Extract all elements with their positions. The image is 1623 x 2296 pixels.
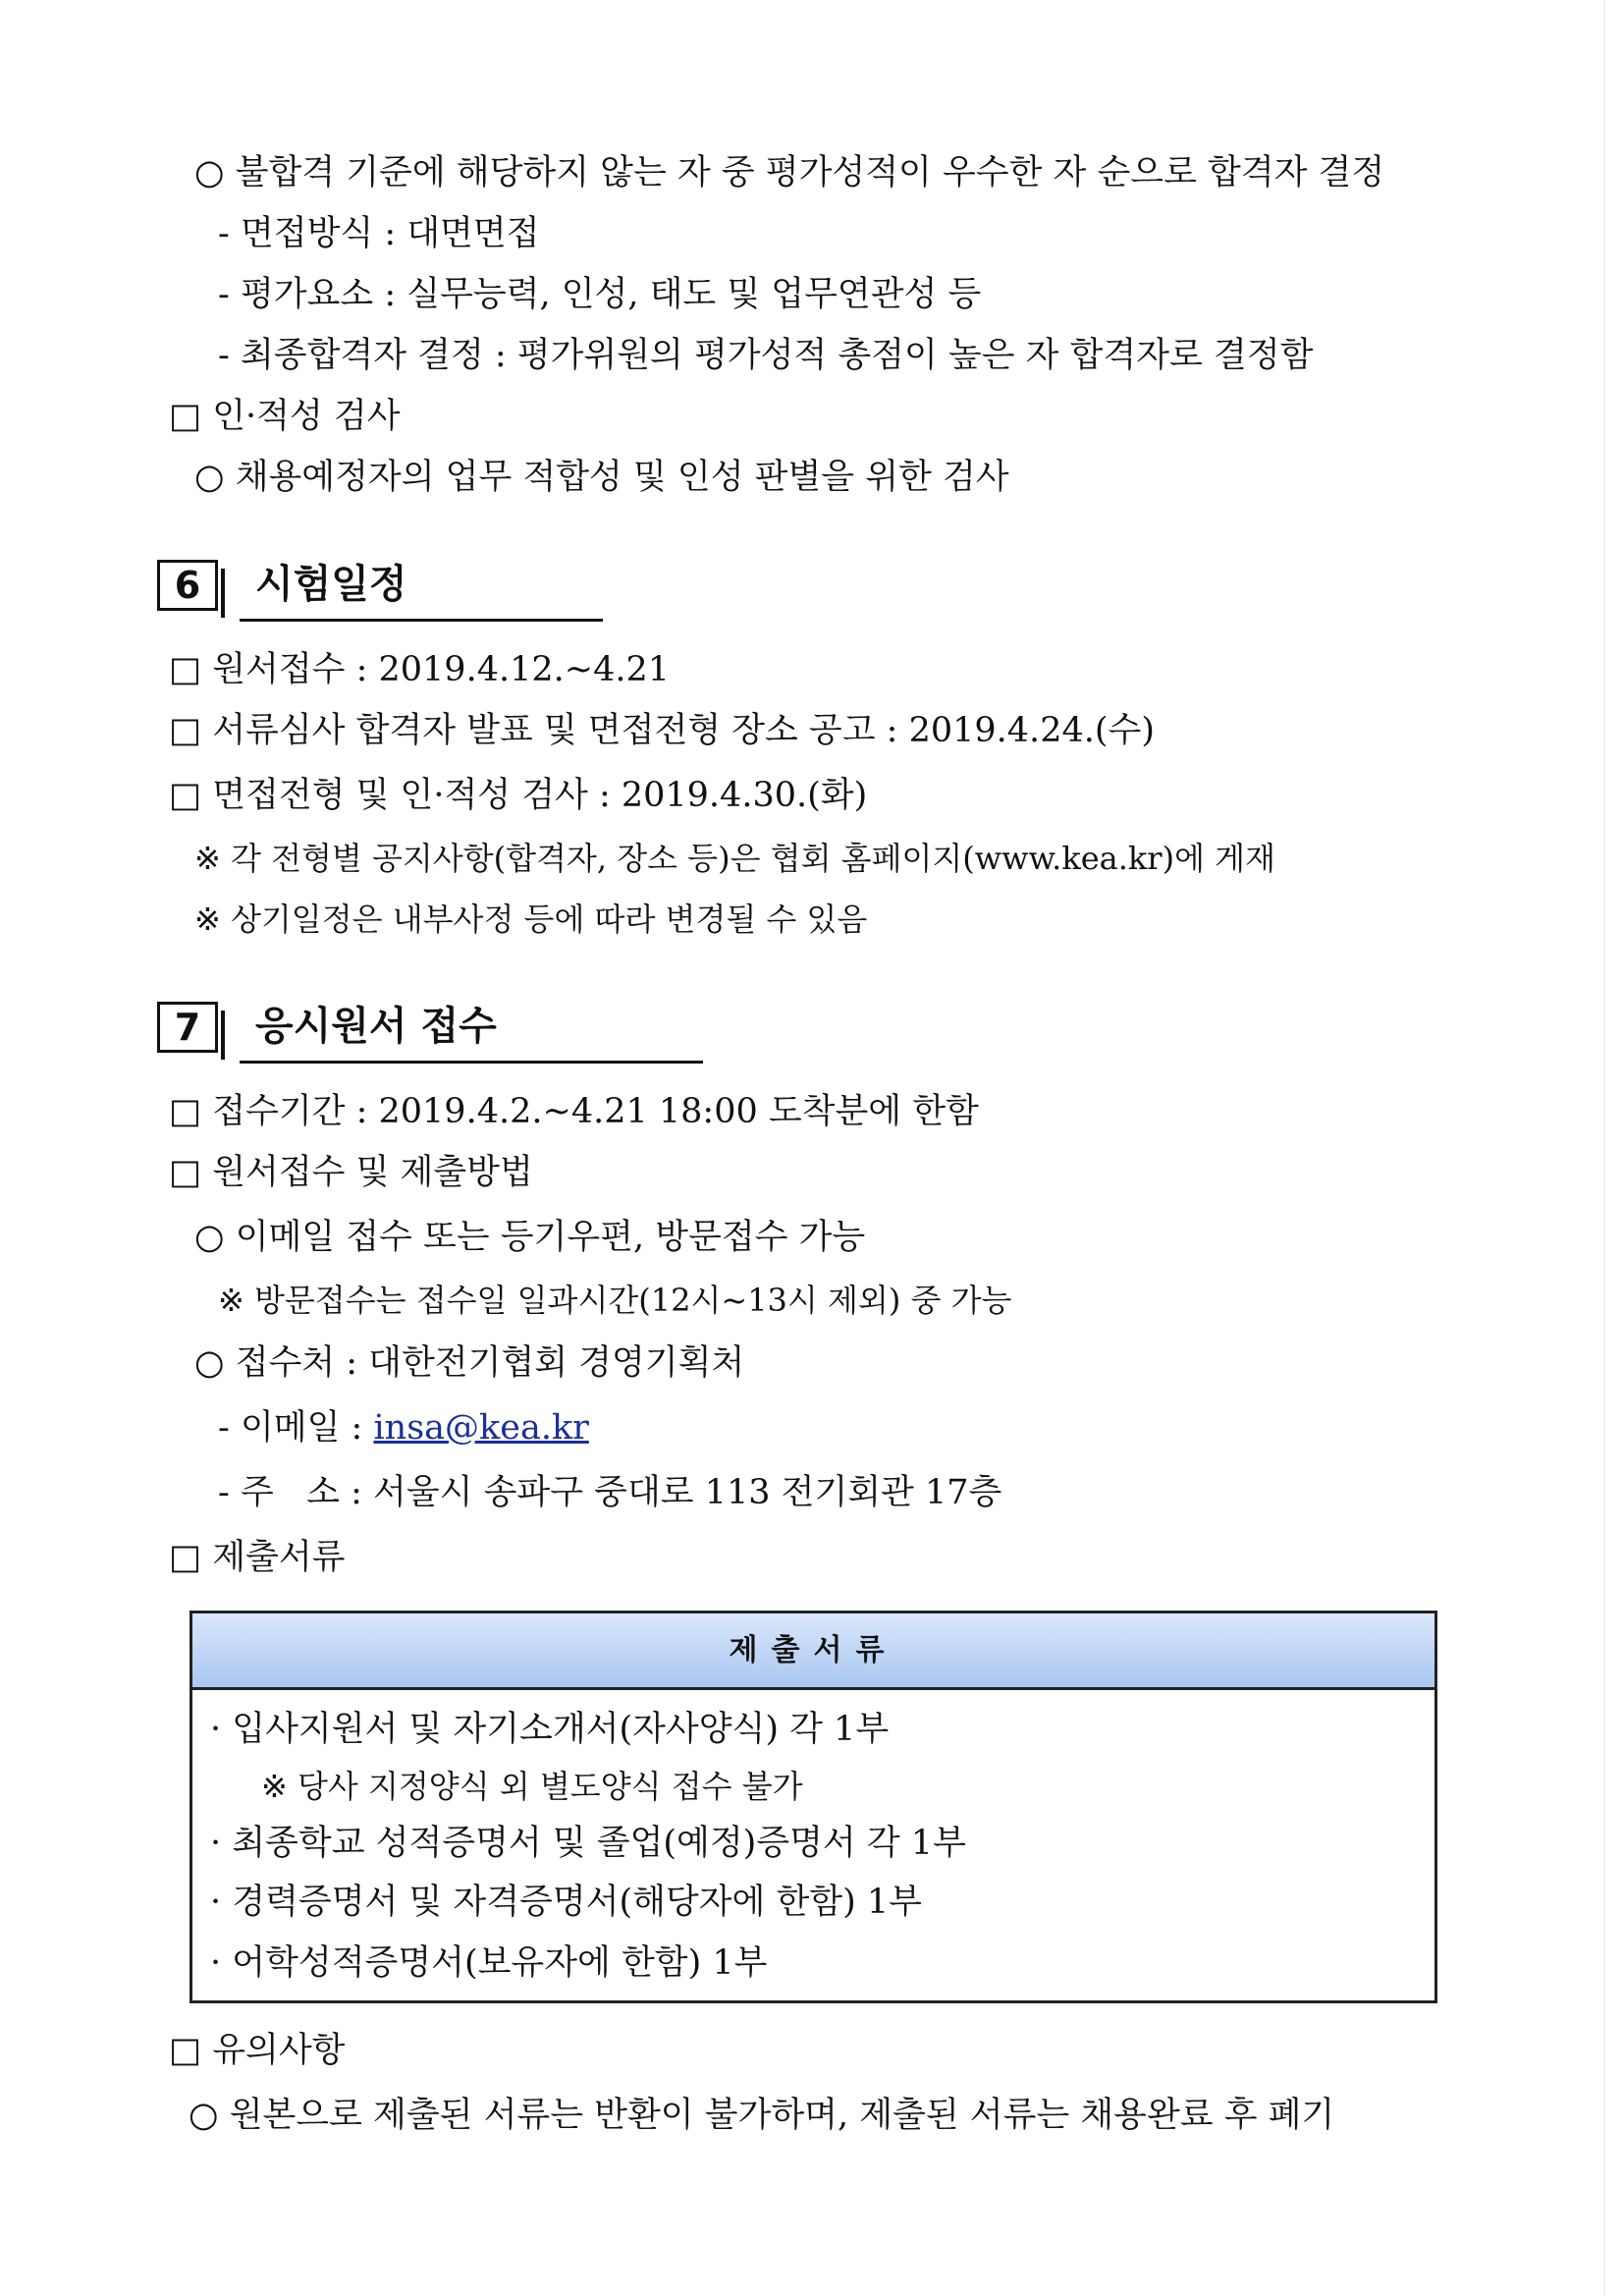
item-dot: · xyxy=(210,1824,222,1863)
line-text: 원서접수 : 2019.4.12.~4.21 xyxy=(212,650,671,689)
schedule-note xyxy=(194,837,1275,880)
bullet-square: □ xyxy=(169,776,202,815)
bullet-circle: ○ xyxy=(194,153,225,192)
item-text: 최종학교 성적증명서 및 졸업(예정)증명서 각 1부 xyxy=(232,1824,966,1863)
line-text: 최종합격자 결정 : 평가위원의 평가성적 총점이 높은 자 합격자로 결정함 xyxy=(240,336,1314,375)
line-text: 평가요소 : 실무능력, 인성, 태도 및 업무연관성 등 xyxy=(240,275,982,314)
top-line xyxy=(194,456,1009,499)
docs-heading-line xyxy=(169,1536,345,1579)
section-number: 7 xyxy=(157,1002,218,1053)
bullet-circle: ○ xyxy=(194,1218,225,1257)
item-text: 어학성적증명서(보유자에 한함) 1부 xyxy=(232,1943,768,1983)
top-line xyxy=(169,395,401,438)
note-mark: ※ xyxy=(194,901,221,938)
line-text: 각 전형별 공지사항(합격자, 장소 등)은 협회 홈페이지(www.kea.kr)에 게재 xyxy=(230,840,1275,877)
bullet-dash: - xyxy=(218,214,230,253)
bullet-dash: - xyxy=(218,1408,230,1448)
line-text: 이메일 접수 또는 등기우편, 방문접수 가능 xyxy=(235,1218,866,1257)
line-text: 불합격 기준에 해당하지 않는 자 중 평가성적이 우수한 자 순으로 합격자 결정 xyxy=(235,153,1385,192)
email-line xyxy=(218,1406,589,1449)
docs-heading: 제출서류 xyxy=(212,1538,346,1577)
schedule-line xyxy=(169,774,867,817)
item-text: 당사 지정양식 외 별도양식 접수 불가 xyxy=(297,1768,803,1805)
item-text: 입사지원서 및 자기소개서(자사양식) 각 1부 xyxy=(232,1710,890,1749)
line-text: 상기일정은 내부사정 등에 따라 변경될 수 있음 xyxy=(230,901,868,938)
schedule-line xyxy=(169,648,670,691)
email-link[interactable]: insa@kea.kr xyxy=(373,1408,589,1448)
table-header: 제출서류 xyxy=(192,1613,1434,1690)
item-dot: · xyxy=(210,1943,222,1983)
bullet-circle: ○ xyxy=(194,458,225,497)
application-line xyxy=(169,1151,533,1194)
item-text: 경력증명서 및 자격증명서(해당자에 한함) 1부 xyxy=(232,1883,922,1922)
line-text: 접수처 : 대한전기협회 경영기획처 xyxy=(235,1343,745,1383)
item-dot: · xyxy=(210,1883,222,1922)
schedule-line xyxy=(169,709,1155,752)
email-label: 이메일 : xyxy=(240,1408,363,1448)
line-text: 면접전형 및 인·적성 검사 : 2019.4.30.(화) xyxy=(212,776,868,815)
notes-heading-line xyxy=(169,2029,345,2072)
line-text: 면접방식 : 대면면접 xyxy=(240,214,540,253)
page-edge-shadow xyxy=(1603,0,1605,2296)
bullet-square: □ xyxy=(169,1153,202,1192)
bullet-dash: - xyxy=(218,336,230,375)
table-item xyxy=(210,1881,922,1924)
section-title: 시험일정 xyxy=(255,562,407,607)
line-text: 인·적성 검사 xyxy=(212,397,401,436)
address-text: 서울시 송파구 중대로 113 전기회관 17층 xyxy=(373,1473,1002,1512)
application-line xyxy=(169,1090,979,1133)
table-item xyxy=(210,1708,889,1751)
note-mark: ※ xyxy=(261,1768,288,1805)
bullet-circle: ○ xyxy=(189,2096,219,2135)
section-title: 응시원서 접수 xyxy=(255,1004,497,1049)
required-documents-table xyxy=(189,1611,1437,2003)
bullet-square: □ xyxy=(169,711,202,750)
bullet-square: □ xyxy=(169,650,202,689)
line-text: 유의사항 xyxy=(212,2031,346,2070)
top-line xyxy=(218,334,1313,377)
top-line xyxy=(218,273,981,316)
bullet-square: □ xyxy=(169,2031,202,2070)
bullet-square: □ xyxy=(169,397,202,436)
line-text: 접수기간 : 2019.4.2.~4.21 18:00 도착분에 한함 xyxy=(212,1092,979,1131)
bullet-square: □ xyxy=(169,1538,202,1577)
bullet-square: □ xyxy=(169,1092,202,1131)
line-text: 채용예정자의 업무 적합성 및 인성 판별을 위한 검사 xyxy=(235,458,1009,497)
table-item xyxy=(210,1822,966,1865)
section-number: 6 xyxy=(157,560,218,611)
note-mark: ※ xyxy=(194,840,221,877)
address-label: 주 소 : xyxy=(240,1473,362,1512)
address-line xyxy=(218,1471,1001,1514)
line-text: 원서접수 및 제출방법 xyxy=(212,1153,533,1192)
application-note xyxy=(218,1279,1011,1322)
line-text: 방문접수는 접수일 일과시간(12시~13시 제외) 중 가능 xyxy=(253,1282,1012,1319)
line-text: 원본으로 제출된 서류는 반환이 불가하며, 제출된 서류는 채용완료 후 폐기 xyxy=(229,2096,1335,2135)
application-line xyxy=(194,1341,744,1385)
bullet-dash: - xyxy=(218,275,230,314)
table-item xyxy=(210,1941,767,1985)
bullet-circle: ○ xyxy=(194,1343,225,1383)
item-dot: · xyxy=(210,1710,222,1749)
line-text: 서류심사 합격자 발표 및 면접전형 장소 공고 : 2019.4.24.(수) xyxy=(212,711,1155,750)
notes-line xyxy=(189,2094,1334,2137)
top-line xyxy=(194,151,1384,194)
section-underline xyxy=(240,619,603,622)
application-line xyxy=(194,1216,865,1259)
section-underline xyxy=(240,1061,703,1064)
note-mark: ※ xyxy=(218,1282,244,1319)
table-note xyxy=(261,1765,803,1808)
top-line xyxy=(218,212,540,255)
schedule-note xyxy=(194,898,867,941)
bullet-dash: - xyxy=(218,1473,230,1512)
